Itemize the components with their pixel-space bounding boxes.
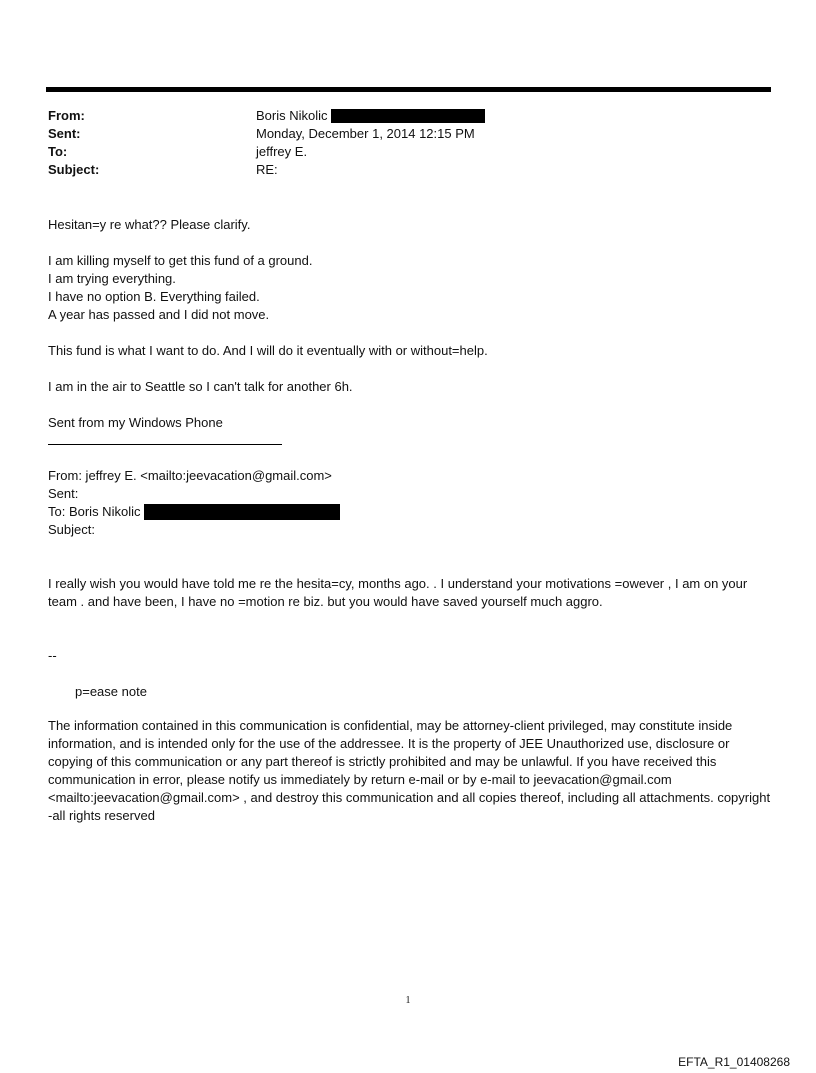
body-line-5: A year has passed and I did not move. <box>48 307 270 322</box>
note-heading: p=ease note <box>75 684 147 699</box>
quoted-message: I really wish you would have told me re the hesita=cy, months ago. . I understand your motivations =owever , I am on your team . and have been, I have no =motion re biz. but you would have saved yourself much aggro. <box>48 576 748 609</box>
body-line-4: I have no option B. Everything failed. <box>48 289 260 304</box>
body-line-2: I am killing myself to get this fund of a ground. <box>48 253 313 268</box>
to-value: jeffrey E. <box>256 144 308 159</box>
quoted-subject: Subject: <box>48 522 95 537</box>
quoted-from: From: jeffrey E. <mailto:jeevacation@gmail.com> <box>48 468 332 483</box>
redaction-box <box>331 109 485 123</box>
to-label: To: <box>48 144 68 159</box>
page-number: 1 <box>405 995 411 1006</box>
signature-dashes: -- <box>48 648 57 663</box>
from-value <box>256 107 485 125</box>
quote-separator <box>48 444 282 445</box>
quoted-to-text: To: Boris Nikolic <box>48 504 141 519</box>
subject-value: RE: <box>256 162 278 177</box>
from-label: From: <box>48 108 85 123</box>
document-id: EFTA_R1_01408268 <box>678 1055 790 1069</box>
subject-label: Subject: <box>48 162 100 177</box>
quoted-to <box>48 503 340 521</box>
sent-value: Monday, December 1, 2014 12:15 PM <box>256 126 475 141</box>
disclaimer: The information contained in this communication is confidential, may be attorney-client privileged, may constitute inside information, and is intended only for the use of the addressee. It is the property of JEE Unauthorized use, disclosure or copying of this communication or any part thereof is strictly prohibited and may be unlawful. If you have received this communication in error, please notify us immediately by return e-mail or by e-mail to jeevacation@gmail.com <mailto:jeevacation@gmail.com> , and destroy this communication and all copies thereof, including all attachments. copyright -all rights reserved <box>48 718 771 823</box>
sent-label: Sent: <box>48 126 81 141</box>
quoted-sent: Sent: <box>48 486 79 501</box>
body-line-6: This fund is what I want to do. And I will do it eventually with or without=help. <box>48 343 488 358</box>
from-name: Boris Nikolic <box>256 108 328 123</box>
redaction-box <box>144 504 340 520</box>
body-line-3: I am trying everything. <box>48 271 176 286</box>
header-rule <box>46 87 771 92</box>
body-line-1: Hesitan=y re what?? Please clarify. <box>48 217 251 232</box>
signature-line: Sent from my Windows Phone <box>48 415 223 430</box>
body-line-7: I am in the air to Seattle so I can't talk for another 6h. <box>48 379 353 394</box>
